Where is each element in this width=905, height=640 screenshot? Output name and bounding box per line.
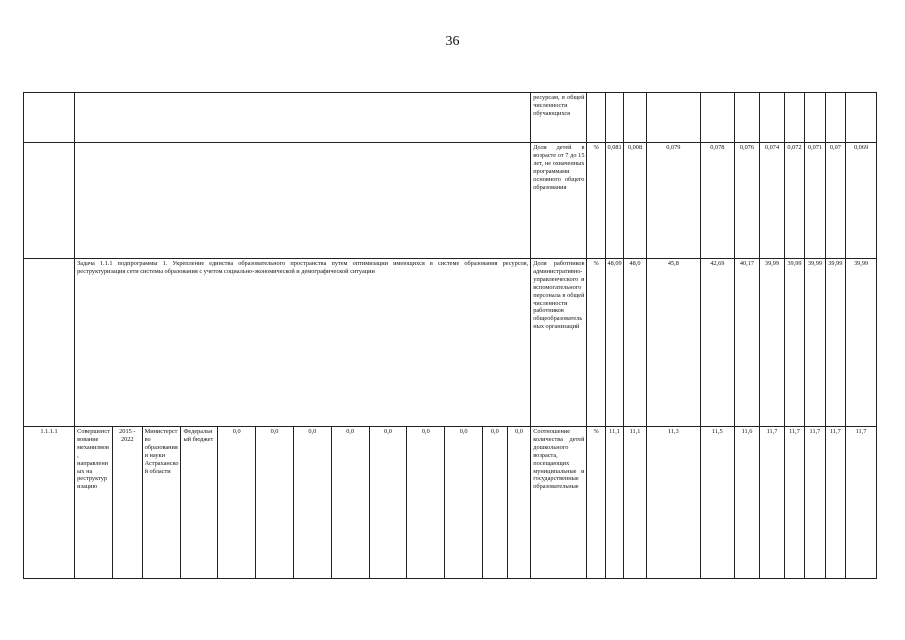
task-cell [75,143,531,259]
task-cell [75,93,531,143]
value-cell: 48,09 [605,259,623,427]
funding-cell: 0,0 [507,427,531,579]
value-cell: 0,076 [734,143,760,259]
indicator-cell: Соотношение количества детей дошкольного возраста, посещающих муниципальные и государственные образовательные [531,427,587,579]
indicator-cell: Доля работников административно-управленческого и вспомогательного персонала в общей численности работников общеобразовательных организаций [531,259,587,427]
value-cell: 39,99 [784,259,804,427]
funding-cell: 0,0 [331,427,369,579]
value-cell: 11,7 [784,427,804,579]
value-cell: 40,17 [734,259,760,427]
value-cell [784,93,804,143]
code-cell [24,259,75,427]
unit-cell: % [587,259,605,427]
value-cell: 11,7 [805,427,825,579]
value-cell: 11,1 [624,427,646,579]
funding-cell: 0,0 [218,427,256,579]
funding-cell: 0,0 [407,427,445,579]
value-cell: 0,081 [605,143,623,259]
funding-cell: 0,0 [445,427,483,579]
measure-period: 2015 - 2022 [112,427,142,579]
value-cell: 39,99 [825,259,845,427]
value-cell: 0,069 [846,143,877,259]
value-cell: 39,99 [760,259,785,427]
funding-cell: 0,0 [256,427,294,579]
value-cell: 42,69 [700,259,734,427]
value-cell [734,93,760,143]
unit-cell: % [587,143,605,259]
measure-executor: Министерство образования и науки Астраханской области [142,427,181,579]
value-cell [700,93,734,143]
task-description: Задача 1.1.1 подпрограммы 1. Укрепление единства образовательного пространства путем оптимизации имеющихся в системе образования ресурсов, реструктуризация сети системы образования с учетом социально-экономической и демографической ситуации [75,259,531,427]
table-row [24,93,877,143]
value-cell: 39,99 [846,259,877,427]
funding-cell: 0,0 [293,427,331,579]
value-cell [805,93,825,143]
measure-code: 1.1.1.1 [24,427,75,579]
value-cell: 0,008 [624,143,646,259]
value-cell: 11,1 [605,427,623,579]
value-cell: 11,5 [700,427,734,579]
funding-cell: 0,0 [483,427,508,579]
value-cell: 45,8 [646,259,700,427]
value-cell: 11,3 [646,427,700,579]
value-cell: 11,7 [825,427,845,579]
value-cell [624,93,646,143]
value-cell: 39,99 [805,259,825,427]
value-cell: 0,078 [700,143,734,259]
unit-cell [587,93,605,143]
value-cell: 11,7 [846,427,877,579]
value-cell: 48,0 [624,259,646,427]
value-cell: 0,074 [760,143,785,259]
code-cell [24,93,75,143]
value-cell: 0,07 [825,143,845,259]
funding-cell: 0,0 [369,427,407,579]
table-row [24,427,877,579]
value-cell [760,93,785,143]
value-cell [605,93,623,143]
program-table [23,92,877,579]
measure-name: Совершенствование механизмов, направленных на реструктуризацию [75,427,113,579]
code-cell [24,143,75,259]
value-cell [825,93,845,143]
table-row [24,143,877,259]
value-cell [646,93,700,143]
indicator-cell: Доля детей в возрасте от 7 до 15 лет, не охваченных программами основного общего образования [531,143,587,259]
indicator-cell: ресурсам, в общей численности обучающихся [531,93,587,143]
value-cell: 11,7 [760,427,785,579]
value-cell: 0,079 [646,143,700,259]
funding-source: Федеральный бюджет [181,427,218,579]
value-cell [846,93,877,143]
value-cell: 0,072 [784,143,804,259]
value-cell: 11,6 [734,427,760,579]
table-row [24,259,877,427]
unit-cell: % [587,427,605,579]
value-cell: 0,071 [805,143,825,259]
page-number: 36 [445,34,460,49]
